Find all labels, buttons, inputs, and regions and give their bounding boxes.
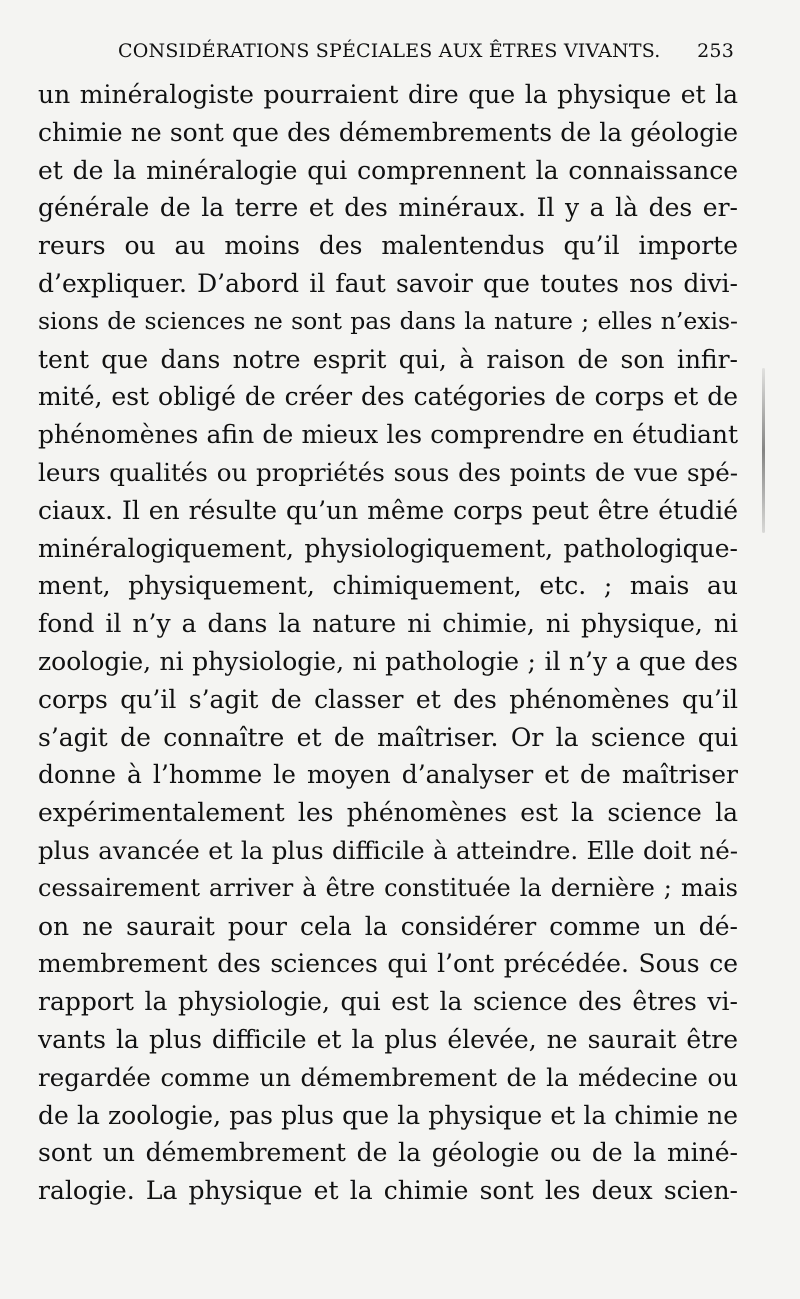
- text-line: vants la plus difficile et la plus élevée, ne saurait être: [38, 1024, 738, 1054]
- text-line: rapport la physiologie, qui est la science des êtres vi-: [38, 987, 738, 1017]
- text-line: d’expliquer. D’abord il faut savoir que toutes nos divi-: [38, 268, 738, 298]
- text-line: corps qu’il s’agit de classer et des phénomènes qu’il: [38, 684, 738, 714]
- text-line: regardée comme un démembrement de la médecine ou: [38, 1062, 738, 1092]
- text-line: leurs qualités ou propriétés sous des points de vue spé-: [38, 457, 738, 487]
- text-line: membrement des sciences qui l’ont précédée. Sous ce: [38, 949, 738, 979]
- text-line: donne à l’homme le moyen d’analyser et de maîtriser: [38, 760, 738, 790]
- text-line: plus avancée et la plus difficile à atteindre. Elle doit né-: [38, 835, 738, 865]
- text-line: on ne saurait pour cela la considérer comme un dé-: [38, 911, 738, 941]
- text-line: cessairement arriver à être constituée la dernière ; mais: [38, 873, 738, 902]
- text-line: ciaux. Il en résulte qu’un même corps peut être étudié: [38, 495, 738, 525]
- text-line: s’agit de connaître et de maîtriser. Or la science qui: [38, 722, 738, 752]
- text-line: de la zoologie, pas plus que la physique et la chimie ne: [38, 1100, 738, 1130]
- running-head: CONSIDÉRATIONS SPÉCIALES AUX ÊTRES VIVANTS.: [118, 40, 661, 62]
- body-text: [38, 76, 738, 1210]
- text-line: chimie ne sont que des démembrements de la géologie: [38, 117, 738, 147]
- text-line: reurs ou au moins des malentendus qu’il importe: [38, 231, 738, 261]
- page-number: 253: [697, 40, 734, 62]
- text-line: phénomènes afin de mieux les comprendre en étudiant: [38, 420, 738, 450]
- text-line: sions de sciences ne sont pas dans la nature ; elles n’exis-: [38, 306, 738, 335]
- text-line: un minéralogiste pourraient dire que la physique et la: [38, 80, 738, 109]
- text-line: minéralogiquement, physiologiquement, pathologique-: [38, 533, 738, 563]
- text-line: ment, physiquement, chimiquement, etc. ; mais au: [38, 571, 738, 601]
- text-line: expérimentalement les phénomènes est la science la: [38, 798, 738, 828]
- text-line: ralogie. La physique et la chimie sont les deux scien-: [38, 1176, 738, 1206]
- text-line: et de la minéralogie qui comprennent la connaissance: [38, 155, 738, 185]
- text-line: sont un démembrement de la géologie ou de la miné-: [38, 1138, 738, 1168]
- margin-pencil-mark: [762, 368, 765, 533]
- text-line: mité, est obligé de créer des catégories de corps et de: [38, 382, 738, 412]
- text-line: générale de la terre et des minéraux. Il y a là des er-: [38, 193, 738, 223]
- text-line: zoologie, ni physiologie, ni pathologie ; il n’y a que des: [38, 646, 738, 676]
- text-line: fond il n’y a dans la nature ni chimie, ni physique, ni: [38, 609, 738, 639]
- text-line: tent que dans notre esprit qui, à raison de son infir-: [38, 344, 738, 374]
- page-header: [118, 40, 734, 70]
